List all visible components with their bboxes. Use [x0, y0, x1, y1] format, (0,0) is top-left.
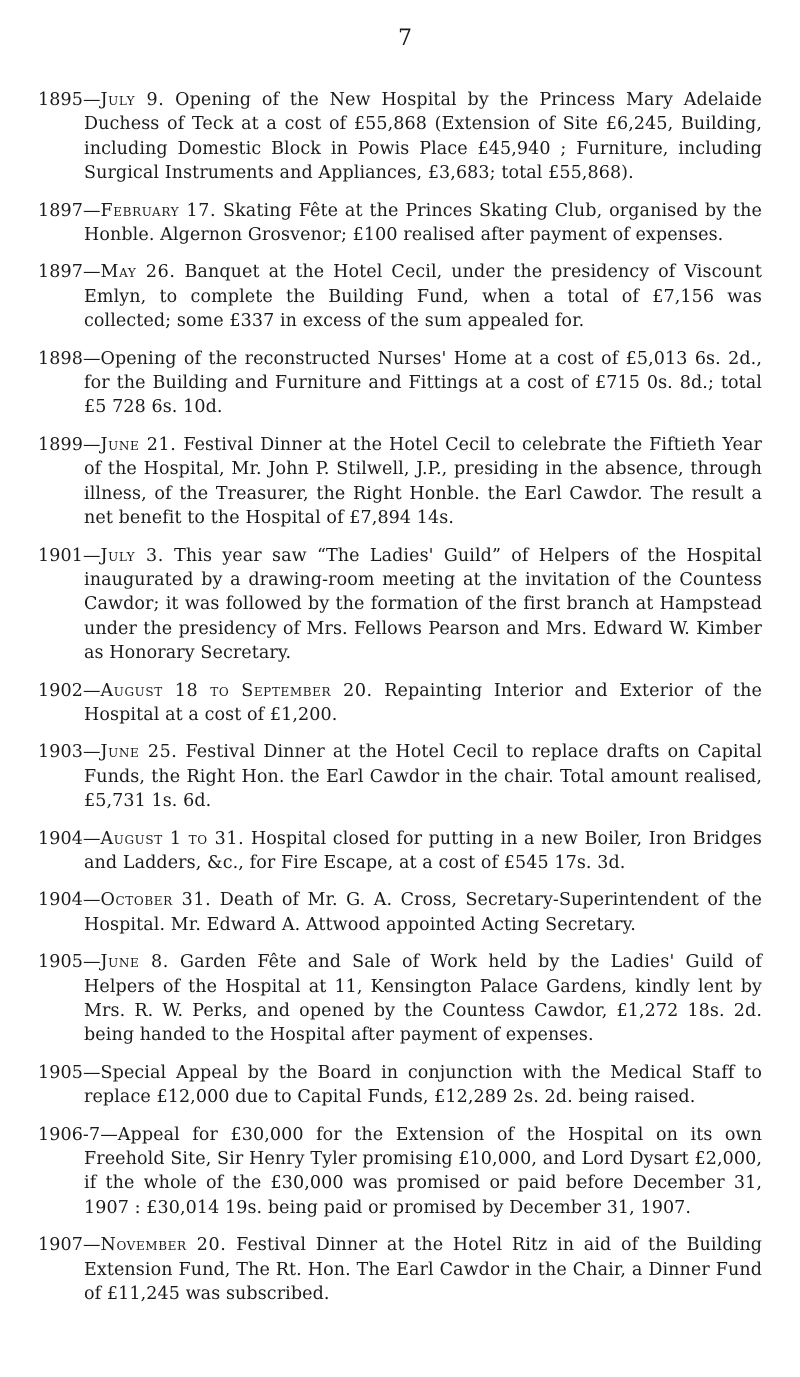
chronology-entry: 1905—June 8. Garden Fête and Sale of Work held by the Ladies' Guild of Helpers of the Hospital at 11, Kensington Palace Gardens, kindly lent by Mrs. R. W. Perks, and opened by the Countess Cawdor, £1,272 18s. 2d. being handed to the Hospital after payment of expenses.	[38, 952, 762, 1046]
entry-year: 1901	[38, 545, 83, 566]
entry-year: 1903	[38, 742, 83, 763]
entry-text: Garden Fête and Sale of Work held by the Ladies' Guild of Helpers of the Hospital at 11, Kensington Palace Gardens, kindly lent by Mrs. R. W. Perks, and opened by the Countess Cawdor, £1,272 18s. 2d. being handed to the Hospital after payment of expenses.	[84, 952, 762, 1046]
entry-year: 1905	[38, 1062, 83, 1083]
chronology-entry: 1903—June 25. Festival Dinner at the Hotel Cecil to replace drafts on Capital Funds, the Right Hon. the Earl Cawdor in the chair. Total amount realised, £5,731 1s. 6d.	[38, 742, 762, 812]
page-number: 7	[398, 26, 412, 51]
entry-year: 1898	[38, 348, 83, 369]
entry-year: 1895	[38, 90, 83, 110]
entry-text: Festival Dinner at the Hotel Ritz in aid of the Building Extension Fund, The Rt. Hon. The Earl Cawdor in the Chair, a Dinner Fund of £11,245 was subscribed.	[84, 1235, 762, 1305]
entry-date: October 31.	[100, 890, 212, 911]
entry-text: Opening of the New Hospital by the Princess Mary Adelaide Duchess of Teck at a cost of £55,868 (Extension of Site £6,245, Building, including Domestic Block in Powis Place £45,940 ; Furniture, including Surgical Instruments and Appliances, £3,683; total £55,868).	[84, 90, 762, 184]
entry-year: 1902	[38, 680, 83, 701]
entry-year: 1907	[38, 1235, 83, 1256]
entry-text: Appeal for £30,000 for the Extension of the Hospital on its own Freehold Site, Sir Henry Tyler promising £10,000, and Lord Dysart £2,000, if the whole of the £30,000 was promised or paid before December 31, 1907 : £30,014 19s. being paid or promised by December 31, 1907.	[84, 1124, 762, 1218]
entry-text: Death of Mr. G. A. Cross, Secretary-Superintendent of the Hospital. Mr. Edward A. Attwood appointed Acting Secretary.	[84, 890, 762, 935]
entry-date: May 26.	[100, 262, 176, 283]
entry-date: August 1 to 31.	[100, 828, 245, 849]
chronology-entry: 1895—July 9. Opening of the New Hospital by the Princess Mary Adelaide Duchess of Teck at a cost of £55,868 (Extension of Site £6,245, Building, including Domestic Block in Powis Place £45,940 ; Furniture, including Surgical Instruments and Appliances, £3,683; total £55,868).	[38, 90, 762, 184]
chronology-entry: 1897—May 26. Banquet at the Hotel Cecil, under the presidency of Viscount Emlyn, to complete the Building Fund, when a total of £7,156 was collected; some £337 in excess of the sum appealed for.	[38, 262, 762, 332]
entry-date: June 21.	[100, 434, 177, 455]
entry-date: July 9.	[100, 90, 165, 110]
chronology-entry: 1897—February 17. Skating Fête at the Princes Skating Club, organised by the Honble. Algernon Grosvenor; £100 realised after payment of expenses.	[38, 200, 762, 246]
entry-text: Hospital closed for putting in a new Boiler, Iron Bridges and Ladders, &c., for Fire Escape, at a cost of £545 17s. 3d.	[84, 828, 762, 873]
entry-text: Repainting Interior and Exterior of the Hospital at a cost of £1,200.	[84, 680, 763, 725]
entry-date: February 17.	[100, 200, 217, 221]
chronology-entry: 1904—October 31. Death of Mr. G. A. Cross, Secretary-Superintendent of the Hospital. Mr. Edward A. Attwood appointed Acting Secretary.	[38, 890, 762, 935]
entry-year: 1905	[38, 952, 83, 973]
entry-year: 1897	[38, 200, 83, 221]
entry-text: Special Appeal by the Board in conjunction with the Medical Staff to replace £12,000 due to Capital Funds, £12,289 2s. 2d. being raised.	[84, 1062, 762, 1108]
chronology-entry: 1904—August 1 to 31. Hospital closed for putting in a new Boiler, Iron Bridges and Ladders, &c., for Fire Escape, at a cost of £545 17s. 3d.	[38, 828, 762, 873]
entry-year: 1899	[38, 434, 83, 455]
entry-date: July 3.	[100, 545, 164, 566]
entry-year: 1904	[38, 828, 83, 849]
entry-text: Skating Fête at the Princes Skating Club, organised by the Honble. Algernon Grosvenor; £100 realised after payment of expenses.	[84, 200, 762, 246]
entry-date: June 25.	[100, 742, 178, 763]
chronology-entry: 1906-7—Appeal for £30,000 for the Extension of the Hospital on its own Freehold Site, Sir Henry Tyler promising £10,000, and Lord Dysart £2,000, if the whole of the £30,000 was promised or paid before December 31, 1907 : £30,014 19s. being paid or promised by December 31, 1907.	[38, 1124, 762, 1218]
chronology-list	[38, 88, 762, 1319]
entry-year: 1897	[38, 262, 83, 283]
chronology-entry: 1905—Special Appeal by the Board in conjunction with the Medical Staff to replace £12,000 due to Capital Funds, £12,289 2s. 2d. being raised.	[38, 1062, 762, 1108]
entry-date: June 8.	[100, 952, 169, 973]
entry-text: This year saw “The Ladies' Guild” of Helpers of the Hospital inaugurated by a drawing-room meeting at the invitation of the Countess Cawdor; it was followed by the formation of the first branch at Hampstead under the presidency of Mrs. Fellows Pearson and Mrs. Edward W. Kimber as Honorary Secretary.	[84, 545, 762, 664]
chronology-entry: 1899—June 21. Festival Dinner at the Hotel Cecil to celebrate the Fiftieth Year of the Hospital, Mr. John P. Stilwell, J.P., presiding in the absence, through illness, of the Treasurer, the Right Honble. the Earl Cawdor. The result a net benefit to the Hospital of £7,894 14s.	[38, 434, 762, 529]
chronology-entry: 1907—November 20. Festival Dinner at the Hotel Ritz in aid of the Building Extension Fund, The Rt. Hon. The Earl Cawdor in the Chair, a Dinner Fund of £11,245 was subscribed.	[38, 1235, 762, 1305]
entry-text: Opening of the reconstructed Nurses' Home at a cost of £5,013 6s. 2d., for the Building and Furniture and Fittings at a cost of £715 0s. 8d.; total £5 728 6s. 10d.	[84, 348, 762, 418]
chronology-entry: 1902—August 18 to September 20. Repainting Interior and Exterior of the Hospital at a cost of £1,200.	[38, 680, 763, 725]
chronology-entry: 1898—Opening of the reconstructed Nurses' Home at a cost of £5,013 6s. 2d., for the Building and Furniture and Fittings at a cost of £715 0s. 8d.; total £5 728 6s. 10d.	[38, 348, 762, 418]
entry-text: Festival Dinner at the Hotel Cecil to celebrate the Fiftieth Year of the Hospital, Mr. John P. Stilwell, J.P., presiding in the absence, through illness, of the Treasurer, the Right Honble. the Earl Cawdor. The result a net benefit to the Hospital of £7,894 14s.	[84, 434, 762, 529]
entry-year: 1904	[38, 890, 83, 911]
entry-text: Festival Dinner at the Hotel Cecil to replace drafts on Capital Funds, the Right Hon. the Earl Cawdor in the chair. Total amount realised, £5,731 1s. 6d.	[84, 742, 762, 812]
entry-year: 1906-7	[38, 1124, 101, 1145]
chronology-entry: 1901—July 3. This year saw “The Ladies' Guild” of Helpers of the Hospital inaugurated by a drawing-room meeting at the invitation of the Countess Cawdor; it was followed by the formation of the first branch at Hampstead under the presidency of Mrs. Fellows Pearson and Mrs. Edward W. Kimber as Honorary Secretary.	[38, 545, 762, 664]
entry-date: November 20.	[100, 1235, 227, 1256]
entry-date: August 18 to September 20.	[100, 680, 373, 701]
entry-text: Banquet at the Hotel Cecil, under the presidency of Viscount Emlyn, to complete the Building Fund, when a total of £7,156 was collected; some £337 in excess of the sum appealed for.	[84, 262, 762, 332]
